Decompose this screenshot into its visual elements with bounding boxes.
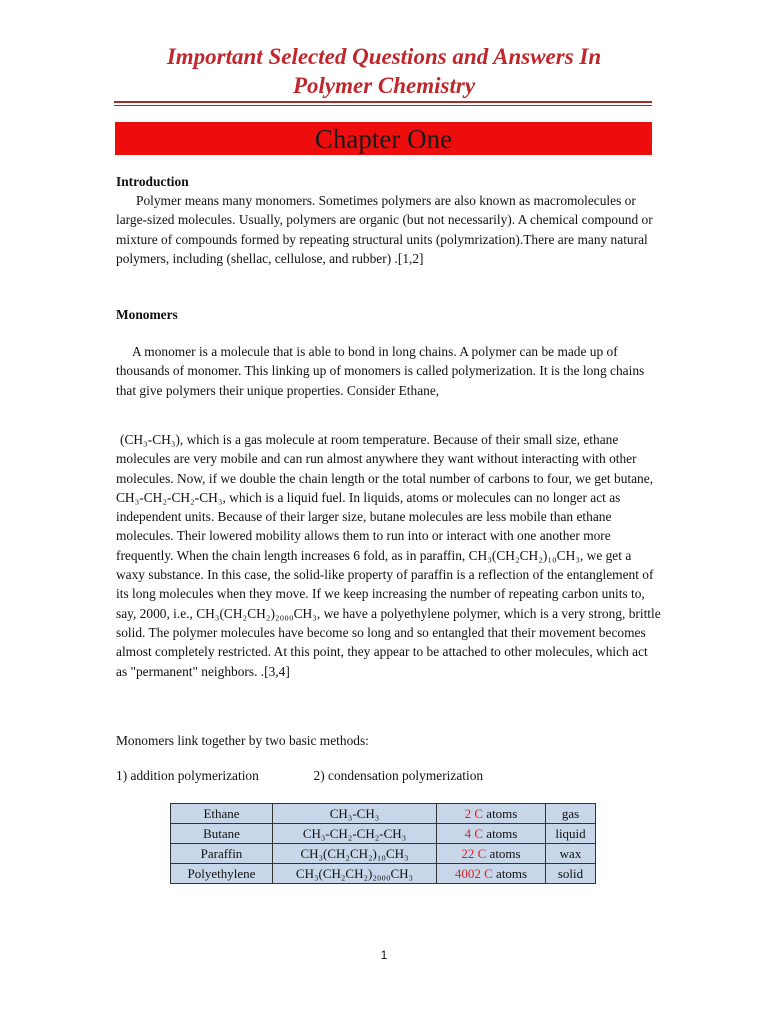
cell-formula: CH₃(CH₂CH₂)₁₀CH₃ — [273, 844, 437, 864]
atom-unit: atoms — [483, 805, 518, 821]
title-rule-bottom — [114, 105, 652, 106]
cell-atoms — [437, 844, 546, 864]
atom-count: 4002 C — [454, 865, 493, 881]
method-condensation: 2) condensation polymerization — [313, 768, 484, 783]
cell-state: gas — [546, 804, 596, 824]
table-row — [171, 864, 596, 884]
monomers-paragraph-2: (CH₃-CH₃), which is a gas molecule at room temperature. Because of their small size, ethane molecules are very mobile and can run almost anywhere they want without interacting with other molecules. Now, if we double the chain length or the total number of carbons to four, we get butane, CH₃-CH₂-CH₂-CH₃, which is a liquid fuel. In liquids, atoms or molecules can no longer act as independent units. Because of their larger size, butane molecules are less mobile than ethane molecules. Their lowered mobility allows them to run into or interact with one another more frequently. When the chain length increases 6 fold, as in paraffin, CH₃(CH₂CH₂)₁₀CH₃, we get a waxy substance. In this case, the solid-like property of paraffin is a reflection of the entanglement of its long molecules when they move. If we keep increasing the number of repeating carbon units to, say, 2000, i.e., CH₃(CH₂CH₂)₂₀₀₀CH₃, we have a polyethylene polymer, which is a very strong, brittle solid. The polymer molecules have become so long and so entangled that their movement becomes almost completely restricted. At this point, they appear to be attached to other molecules, which act as "permanent" neighbors. .[3,4] — [116, 432, 661, 679]
title-line-1: Important Selected Questions and Answers In — [166, 44, 602, 69]
intro-heading: Introduction — [116, 174, 189, 189]
cell-formula: CH₃-CH₃ — [273, 804, 437, 824]
document-title — [0, 42, 768, 100]
cell-state: liquid — [546, 824, 596, 844]
table-row — [171, 824, 596, 844]
cell-atoms — [437, 864, 546, 884]
monomers-paragraph-1: A monomer is a molecule that is able to bond in long chains. A polymer can be made up of thousands of monomer. This linking up of monomers is called polymerization. It is the long chains that give polymers their unique properties. Consider Ethane, — [116, 344, 645, 398]
atom-unit: atoms — [483, 825, 518, 841]
cell-state: solid — [546, 864, 596, 884]
cell-atoms — [437, 804, 546, 824]
atom-count: 4 C — [464, 825, 484, 841]
page-number: 1 — [380, 948, 388, 962]
methods-line — [116, 766, 661, 785]
cell-name: Ethane — [171, 804, 273, 824]
atom-unit: atoms — [486, 845, 521, 861]
title-line-2: Polymer Chemistry — [292, 73, 476, 98]
chapter-banner: Chapter One — [115, 122, 652, 155]
intro-paragraph: Polymer means many monomers. Sometimes polymers are also known as macromolecules or large-sized molecules. Usually, polymers are organic (but not necessarily). A chemical compound or mixture of compounds formed by repeating structural units (polymrization).There are many natural polymers, including (shellac, cellulose, and rubber) .[1,2] — [116, 193, 653, 266]
atom-count: 2 C — [464, 805, 484, 821]
cell-formula: CH₃-CH₂-CH₂-CH₃ — [273, 824, 437, 844]
atom-unit: atoms — [492, 865, 528, 881]
title-rule-top — [114, 101, 652, 103]
methods-intro: Monomers link together by two basic methods: — [116, 733, 369, 748]
cell-name: Polyethylene — [171, 864, 273, 884]
monomers-heading: Monomers — [116, 307, 178, 322]
cell-name: Butane — [171, 824, 273, 844]
polymer-table — [170, 803, 596, 884]
atom-count: 22 C — [461, 845, 487, 861]
cell-state: wax — [546, 844, 596, 864]
cell-atoms — [437, 824, 546, 844]
table-row — [171, 804, 596, 824]
table-row — [171, 844, 596, 864]
cell-name: Paraffin — [171, 844, 273, 864]
cell-formula: CH₃(CH₂CH₂)₂₀₀₀CH₃ — [273, 864, 437, 884]
method-addition: 1) addition polymerization — [116, 768, 259, 783]
